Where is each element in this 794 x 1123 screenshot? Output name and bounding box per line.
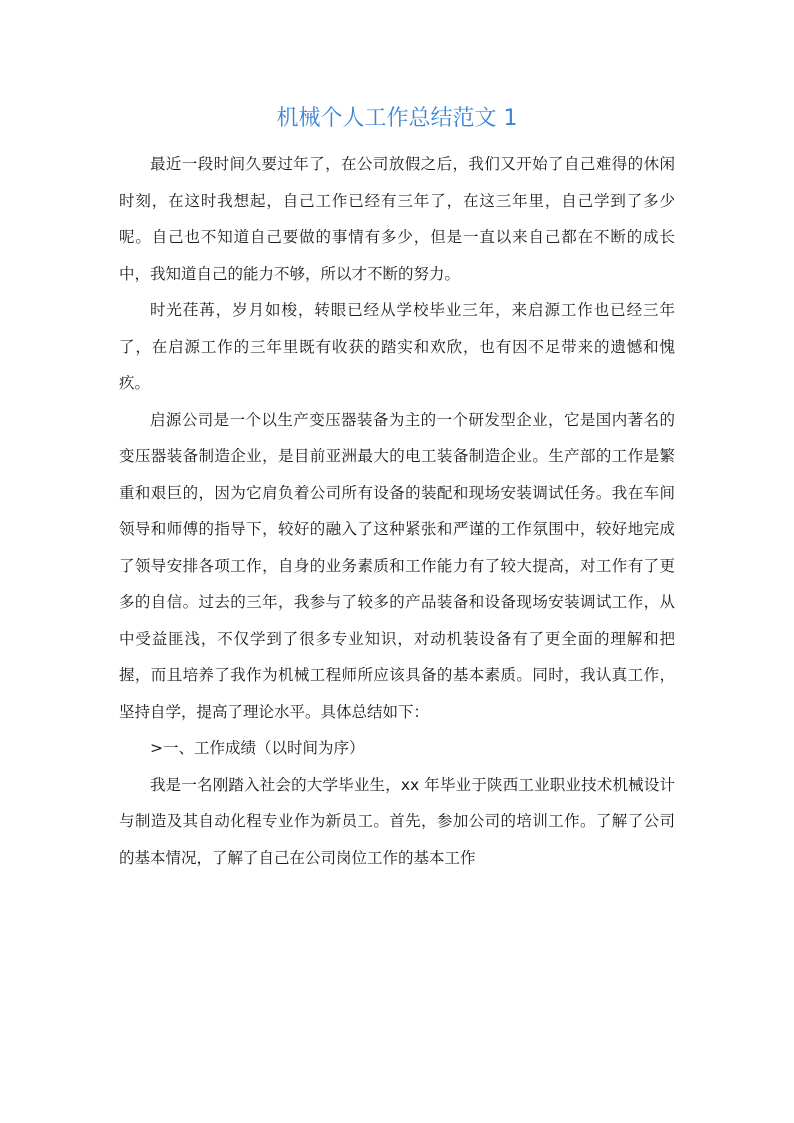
document-body (119, 146, 675, 876)
paragraph-3: 启源公司是一个以生产变压器装备为主的一个研发型企业，它是国内著名的变压器装备制造企业，是目前亚洲最大的电工装备制造企业。生产部的工作是繁重和艰巨的，因为它肩负着公司所有设备的装配和现场安装调试任务。我在车间领导和师傅的指导下，较好的融入了这种紧张和严谨的工作氛围中，较好地完成了领导安排各项工作，自身的业务素质和工作能力有了较大提高，对工作有了更多的自信。过去的三年，我参与了较多的产品装备和设备现场安装调试工作，从中受益匪浅，不仅学到了很多专业知识，对动机装设备有了更全面的理解和把握，而且培养了我作为机械工程师所应该具备的基本素质。同时，我认真工作，坚持自学，提高了理论水平。具体总结如下： (119, 410, 675, 721)
document-title: 机械个人工作总结范文 1 (276, 106, 518, 131)
paragraph-2: 时光荏苒，岁月如梭，转眼已经从学校毕业三年，来启源工作也已经三年了，在启源工作的三年里既有收获的踏实和欢欣，也有因不足带来的遗憾和愧疚。 (119, 301, 675, 392)
section-heading: >一、工作成绩（以时间为序） (150, 739, 365, 757)
paragraph-4: 我是一名刚踏入社会的大学毕业生，xx 年毕业于陕西工业职业技术机械设计与制造及其自动化程专业作为新员工。首先，参加公司的培训工作。了解了公司的基本情况，了解了自己在公司岗位工作的基本工作 (119, 775, 675, 867)
paragraph-1: 最近一段时间久要过年了，在公司放假之后，我们又开始了自己难得的休闲时刻，在这时我想起，自己工作已经有三年了，在这三年里，自己学到了多少呢。自己也不知道自己要做的事情有多少，但是一直以来自己都在不断的成长中，我知道自己的能力不够，所以才不断的努力。 (119, 155, 675, 283)
